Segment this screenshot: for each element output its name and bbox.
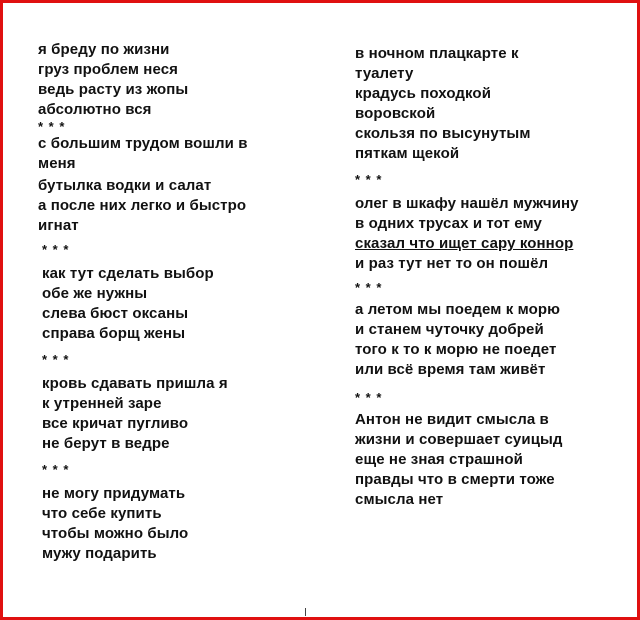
poem-line: туалету xyxy=(355,65,414,82)
stanza-6 xyxy=(355,44,630,164)
poem-line: не могу придумать xyxy=(42,485,186,502)
poem-line: Антон не видит смысла в xyxy=(355,411,549,428)
stanza-3 xyxy=(38,240,308,344)
stanza-separator: * * * xyxy=(355,172,383,187)
poem-line: справа борщ жены xyxy=(42,325,186,342)
stanza-4 xyxy=(38,350,308,454)
poem-line: олег в шкафу нашёл мужчину xyxy=(355,195,579,212)
poem-line: а летом мы поедем к морю xyxy=(355,301,561,318)
poem-line: кровь сдавать пришла я xyxy=(42,375,228,392)
poem-line: как тут сделать выбор xyxy=(42,265,214,282)
poem-line: крадусь походкой xyxy=(355,85,492,102)
stanza-5 xyxy=(38,460,308,564)
poem-line: к утренней заре xyxy=(42,395,162,412)
poem-line: с большим трудом вошли в xyxy=(38,135,248,152)
poem-line: чтобы можно было xyxy=(42,525,189,542)
poem-line: того к то к морю не поедет xyxy=(355,341,557,358)
right-column xyxy=(355,44,630,510)
stanza-separator: * * * xyxy=(42,242,70,257)
poem-line: а после них легко и быстро xyxy=(38,197,247,214)
stanza-2 xyxy=(38,120,308,236)
poem-line: я бреду по жизни xyxy=(38,41,170,58)
poem-line: абсолютно вся xyxy=(38,101,152,118)
poem-line: все кричат пугливо xyxy=(42,415,189,432)
bottom-tick-mark xyxy=(305,608,306,616)
poem-line: правды что в смерти тоже xyxy=(355,471,555,488)
left-column xyxy=(38,40,308,564)
poem-line: игнат xyxy=(38,217,79,234)
poem-line: бутылка водки и салат xyxy=(38,177,212,194)
poem-line: что себе купить xyxy=(42,505,162,522)
stanza-7 xyxy=(355,170,630,274)
poem-line: слева бюст оксаны xyxy=(42,305,189,322)
poem-line: груз проблем неся xyxy=(38,61,178,78)
poem-line: и раз тут нет то он пошёл xyxy=(355,255,549,272)
poem-line: и станем чуточку добрей xyxy=(355,321,544,338)
poem-line: еще не зная страшной xyxy=(355,451,523,468)
stanza-separator: * * * xyxy=(355,390,383,405)
stanza-separator: * * * xyxy=(355,280,383,295)
stanza-9 xyxy=(355,388,630,510)
poem-line: в одних трусах и тот ему xyxy=(355,215,542,232)
stanza-separator: * * * xyxy=(42,352,70,367)
poem-line: смысла нет xyxy=(355,491,444,508)
poem-line: не берут в ведре xyxy=(42,435,170,452)
poem-line: в ночном плацкарте к xyxy=(355,45,519,62)
poem-line: сказал что ищет сару коннор xyxy=(355,235,574,252)
stanza-1 xyxy=(38,40,308,120)
stanza-separator: * * * xyxy=(42,462,70,477)
poem-line: или всё время там живёт xyxy=(355,361,546,378)
stanza-8 xyxy=(355,278,630,380)
poem-line: ведь расту из жопы xyxy=(38,81,189,98)
poem-line: жизни и совершает суицыд xyxy=(355,431,563,448)
poem-line: пяткам щекой xyxy=(355,145,460,162)
poem-line: меня xyxy=(38,155,76,172)
poem-line: воровской xyxy=(355,105,436,122)
poem-line: скользя по высунутым xyxy=(355,125,531,142)
poem-line: обе же нужны xyxy=(42,285,148,302)
stanza-separator: * * * xyxy=(38,119,66,134)
poem-line: мужу подарить xyxy=(42,545,157,562)
